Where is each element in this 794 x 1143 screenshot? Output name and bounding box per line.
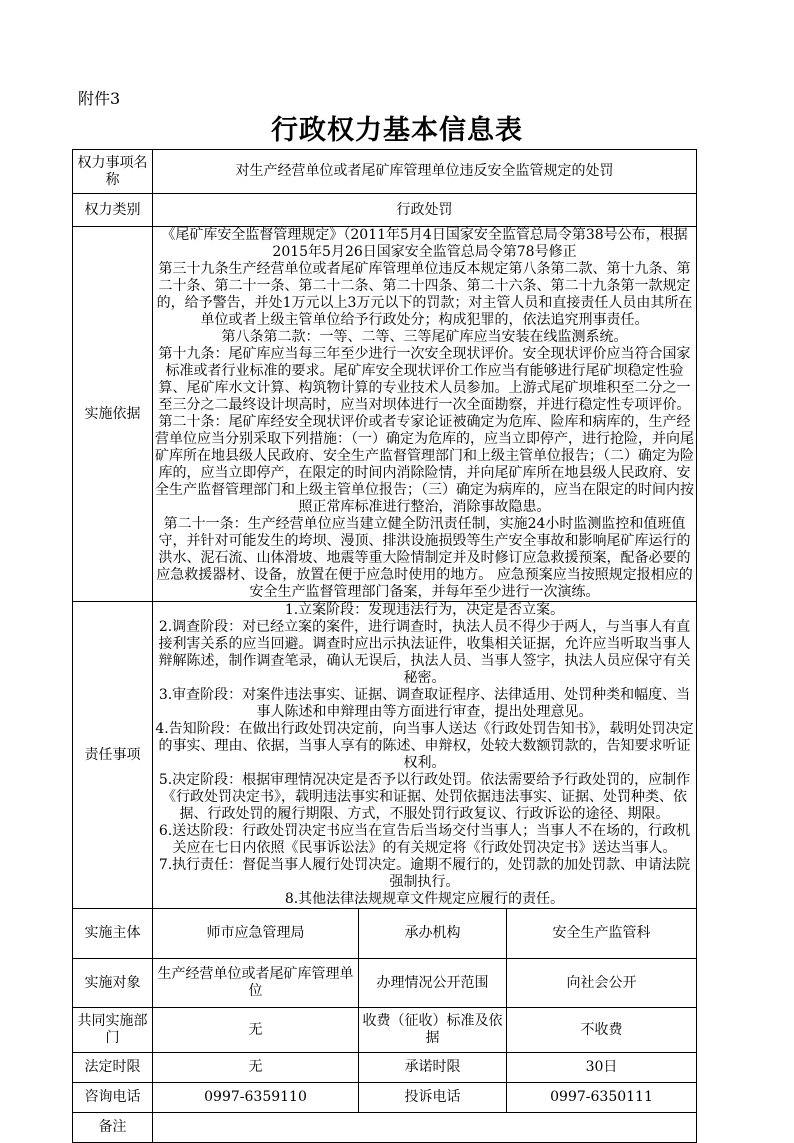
legal-basis-paragraph: 《尾矿库安全监督管理规定》（2011年5月4日国家安全监管总局令第38号公布，根据2015年5月26日国家安全监管总局令第78号修正 xyxy=(161,227,688,260)
row-power-category xyxy=(73,194,697,227)
legal-basis-paragraph: 第二十一条：生产经营单位应当建立健全防汛责任制，实施24小时监测监控和值班值守，并针对可能发生的垮坝、漫顶、排洪设施损毁等生产安全事故和影响尾矿库运行的洪水、泥石流、山体滑坡、地震等重大险情制定并及时修订应急救援预案，配备必要的应急救援器材、设备，放置在便于应急时使用的地方。 应急预案应当按照规定报相应的安全生产监督管理部门备案，并每年至少进行一次演练。 xyxy=(156,516,693,600)
complaint-phone-value: 0997-6350111 xyxy=(507,1083,697,1113)
joint-dept-label: 共同实施部门 xyxy=(73,1008,153,1053)
target-value: 生产经营单位或者尾矿库管理单位 xyxy=(153,959,359,1008)
legal-basis-paragraph: 第八条第二款：一等、二等、三等尾矿库应当安装在线监测系统。 xyxy=(221,329,628,345)
legal-basis-label: 实施依据 xyxy=(73,227,153,602)
attachment-label: 附件3 xyxy=(78,89,121,108)
promised-time-limit-value: 30日 xyxy=(507,1053,697,1083)
responsibility-item: 2.调查阶段：对已经立案的案件，进行调查时，执法人员不得少于两人，与当事人有直接利害关系的应当回避。调查时应出示执法证件，收集相关证据，允许应当听取当事人辩解陈述，制作调查笔录，确认无误后，执法人员、当事人签字，执法人员应保守有关秘密。 xyxy=(158,619,691,686)
undertaking-agency-value: 安全生产监管科 xyxy=(507,909,697,959)
info-table xyxy=(72,149,697,1143)
row-target xyxy=(73,959,697,1008)
disclosure-scope-value: 向社会公开 xyxy=(507,959,697,1008)
complaint-phone-label: 投诉电话 xyxy=(359,1083,507,1113)
responsibility-item: 8.其他法律法规规章文件规定应履行的责任。 xyxy=(284,891,565,907)
target-label: 实施对象 xyxy=(73,959,153,1008)
joint-dept-value: 无 xyxy=(153,1008,359,1053)
promised-time-limit-label: 承诺时限 xyxy=(359,1053,507,1083)
row-remarks xyxy=(73,1113,697,1143)
consult-phone-value: 0997-6359110 xyxy=(153,1083,359,1113)
legal-basis-paragraph: 第十九条：尾矿库应当每三年至少进行一次安全现状评价。安全现状评价应当符合国家标准或者行业标准的要求。尾矿库安全现状评价工作应当有能够进行尾矿坝稳定性验算、尾矿库水文计算、构筑物计算的专业技术人员参加。上游式尾矿坝堆积至二分之一至三分之二最终设计坝高时，应当对坝体进行一次全面勘察，并进行稳定性专项评价。 xyxy=(158,346,691,413)
remarks-label: 备注 xyxy=(73,1113,153,1143)
undertaking-agency-label: 承办机构 xyxy=(359,909,507,959)
row-joint-dept xyxy=(73,1008,697,1053)
responsibilities-label: 责任事项 xyxy=(73,602,153,909)
legal-basis-paragraph: 第三十九条生产经营单位或者尾矿库管理单位违反本规定第八条第二款、第十九条、第二十条、第二十一条、第二十二条、第二十四条、第二十六条、第二十九条第一款规定的，给予警告，并处1万元以上3万元以下的罚款；对主管人员和直接责任人员由其所在单位或者上级主管单位给予行政处分；构成犯罪的，依法追究刑事责任。 xyxy=(156,261,693,328)
power-name-label: 权力事项名称 xyxy=(73,150,153,194)
row-legal-basis xyxy=(73,227,697,602)
responsibility-item: 5.决定阶段：根据审理情况决定是否予以行政处罚。依法需要给予行政处罚的，应制作《行政处罚决定书》，载明违法事实和证据、处罚依据违法事实、证据、处罚种类、依据、行政处罚的履行期限、方式，不服处罚行政复议、行政诉讼的途径、期限。 xyxy=(158,772,691,822)
page-title: 行政权力基本信息表 xyxy=(271,115,523,146)
fee-basis-label: 收费（征收）标准及依据 xyxy=(359,1008,507,1053)
legal-time-limit-label: 法定时限 xyxy=(73,1053,153,1083)
power-name-value: 对生产经营单位或者尾矿库管理单位违反安全监管规定的处罚 xyxy=(153,150,697,194)
disclosure-scope-label: 办理情况公开范围 xyxy=(359,959,507,1008)
row-power-name xyxy=(73,150,697,194)
row-time-limit xyxy=(73,1053,697,1083)
row-responsibilities xyxy=(73,602,697,909)
responsibility-item: 7.执行责任：督促当事人履行处罚决定。逾期不履行的，处罚款的加处罚款、申请法院强制执行。 xyxy=(158,857,691,890)
responsibilities-text xyxy=(153,602,697,909)
implementing-body-value: 师市应急管理局 xyxy=(153,909,359,959)
power-category-label: 权力类别 xyxy=(73,194,153,227)
legal-time-limit-value: 无 xyxy=(153,1053,359,1083)
remarks-value xyxy=(153,1113,697,1143)
legal-basis-paragraph: 第二十条：尾矿库经安全现状评价或者专家论证被确定为危库、险库和病库的，生产经营单位应当分别采取下列措施：（一）确定为危库的，应当立即停产，进行抢险，并向尾矿库所在地县级人民政府、安全生产监督管理部门和上级主管单位报告；（二）确定为险库的，应当立即停产，在限定的时间内消除险情，并向尾矿库所在地县级人民政府、安全生产监督管理部门和上级主管单位报告；（三）确定为病库的，应当在限定的时间内按照正常库标准进行整治，消除事故隐患。 xyxy=(155,414,694,515)
implementing-body-label: 实施主体 xyxy=(73,909,153,959)
responsibility-item: 4.告知阶段：在做出行政处罚决定前，向当事人送达《行政处罚告知书》，载明处罚决定的事实、理由、依据，当事人享有的陈述、申辩权，处较大数额罚款的，告知要求听证权利。 xyxy=(155,721,694,771)
responsibility-item: 1.立案阶段：发现违法行为，决定是否立案。 xyxy=(284,602,565,618)
consult-phone-label: 咨询电话 xyxy=(73,1083,153,1113)
fee-basis-value: 不收费 xyxy=(507,1008,697,1053)
legal-basis-text xyxy=(153,227,697,602)
responsibility-item: 3.审查阶段：对案件违法事实、证据、调查取证程序、法律适用、处罚种类和幅度、当事人陈述和申辩理由等方面进行审查，提出处理意见。 xyxy=(158,687,691,720)
row-implementing-body xyxy=(73,909,697,959)
row-phone xyxy=(73,1083,697,1113)
power-category-value: 行政处罚 xyxy=(153,194,697,227)
responsibility-item: 6.送达阶段：行政处罚决定书应当在宣告后当场交付当事人；当事人不在场的，行政机关应在七日内依照《民事诉讼法》的有关规定将《行政处罚决定书》送达当事人。 xyxy=(158,823,691,856)
